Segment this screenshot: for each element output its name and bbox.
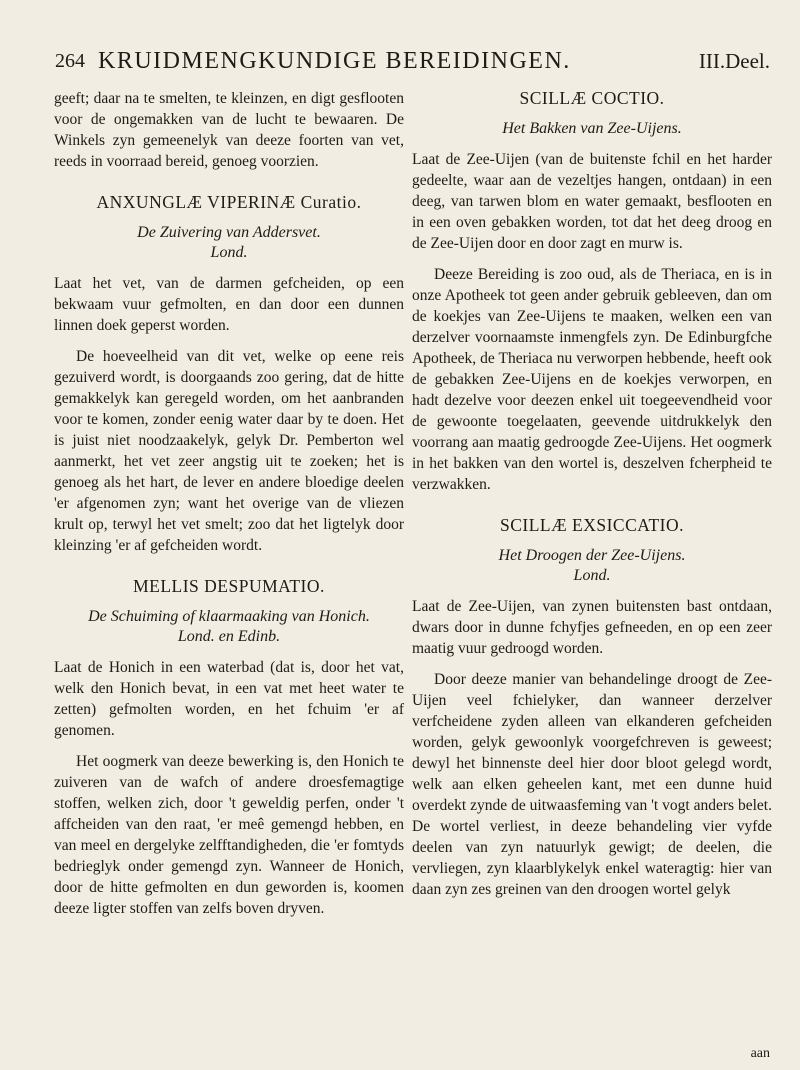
section-heading: MELLIS DESPUMATIO. (133, 576, 325, 596)
paragraph: Het oogmerk van deeze bewerking is, den Honich te zuiveren van de wafch of andere droesfemagtige stoffen, welken zich, door 't geweldig perfen, onder 't affcheiden van den raat, 'er meê gemengd hebben, en van meel en dergelyke zelfftandigheden, die 'er fomtyds bedrieglyk onder gemengd zyn. Wanneer de Honich, door de hitte gefmolten en dun geworden is, koomen deeze ligter stoffen van zelfs boven dryven. (54, 753, 404, 917)
paragraph: Laat de Zee-Uijen (van de buitenste fchil en het harder gedeelte, waar aan de vezeltjes hangen, ontdaan) in een deeg, van tarwen blom en water gemaakt, besflooten en in een oven gebakken worden, tot dat het deeg droog en de Zee-Uijen door en door zagt en murw is. (412, 151, 772, 252)
running-header (55, 48, 770, 80)
section-heading: SCILLÆ EXSICCATIO. (499, 515, 684, 535)
paragraph: Laat het vet, van de darmen gefcheiden, op een bekwaam vuur gefmolten, en dan door een dunnen linnen doek geperst worden. (54, 275, 404, 334)
section-source: Lond. en Edinb. (177, 628, 281, 645)
section-subtitle: Het Bakken van Zee-Uijens. (502, 120, 682, 137)
section-heading: ANXUNGLÆ VIPERINÆ Curatio. (96, 192, 362, 212)
paragraph: Laat de Honich in een waterbad (dat is, door het vat, welk den Honich bevat, in een vat met heet water te zetten) gefmolten worden, en het fchuim 'er af genomen. (54, 659, 404, 739)
paragraph: Deeze Bereiding is zoo oud, als de Theriaca, en is in onze Apotheek tot geen ander gebruik gebleeven, dan om de koekjes van Zee-Uijens te maaken, welken een van derzelver voornaamste inmengfels zyn. De Edinburgfche Apotheek, de Theriaca nu verworpen hebbende, heeft ook de gebakken Zee-Uijens en de koekjes verworpen, en hadt dezelve voor deezen enkel uit toegeevendheid voor de gewoonte toegelaaten, geevende uitdrukkelyk den voorrang aan maatig gedroogde Zee-Uijens. Het oogmerk in het bakken van den wortel is, deszelven fcherpheid te verzwakken. (412, 266, 772, 493)
catchword: aan (750, 1046, 770, 1061)
paragraph: geeft; daar na te smelten, te kleinzen, en digt gesflooten voor de ongemakken van de lucht te bewaaren. De Winkels zyn gemeenelyk van deeze foorten van vet, reeds in voorraad bereid, genoeg voorzien. (54, 90, 404, 170)
section-subtitle: De Schuiming of klaarmaaking van Honich. (88, 608, 370, 625)
part-label: III.Deel. (698, 49, 770, 73)
section-source: Lond. (210, 244, 248, 261)
section-subtitle: Het Droogen der Zee-Uijens. (498, 547, 686, 564)
section-heading: SCILLÆ COCTIO. (519, 88, 665, 108)
running-title: KRUIDMENGKUNDIGE BEREIDINGEN. (98, 48, 571, 74)
paragraph: Laat de Zee-Uijen, van zynen buitensten bast ontdaan, dwars door in dunne fchyfjes gefneeden, en op een zeer maatig vuur gedroogd worden. (412, 598, 772, 657)
paragraph: De hoeveelheid van dit vet, welke op eene reis gezuiverd wordt, is doorgaands zoo gering, dat de hitte gemakkelyk kan geregeld worden, om het aanbranden voor te komen, zonder eenig water daar by te doen. Het is juist niet noodzaakelyk, gelyk Dr. Pemberton wel aanmerkt, het vet zeer angstig uit te zoeken; het is genoeg als het hart, de lever en andere bloedige deelen 'er afgenomen zyn; want het overige van de vliezen krult op, terwyl het vet smelt; zoo dat het ligtelyk door kleinzing 'er af gefcheiden wordt. (54, 348, 404, 554)
section-subtitle: De Zuivering van Addersvet. (137, 224, 321, 241)
right-column (412, 88, 772, 900)
left-column (54, 88, 404, 919)
page-number: 264 (55, 50, 85, 72)
section-source: Lond. (573, 567, 611, 584)
paragraph: Door deeze manier van behandelinge droogt de Zee-Uijen veel fchielyker, dan wanneer derzelver verfcheidene zyden alleen van elkanderen gefcheiden worden, gelyk gewoonlyk voorgefchreven is geweest; dewyl het binnenste deel hier door bloot gelegd wordt, welk aan elken geheelen kant, met een dunne huid overdekt zynde de uitwaasfeming van 't vogt anders belet. De wortel verliest, in deeze behandeling vier vyfde deelen van zyn natuurlyk gewigt; de deelen, die vervliegen, zyn klaarblykelyk enkel wateragtig: hier van daan zyn zes greinen van den droogen wortel gelyk (412, 671, 772, 898)
